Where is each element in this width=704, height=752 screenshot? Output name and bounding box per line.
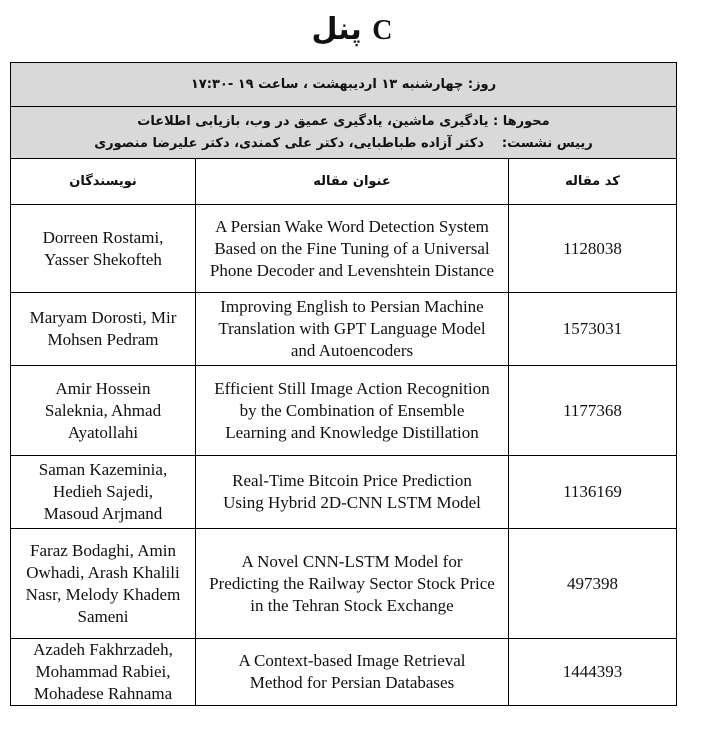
authors-cell: Dorreen Rostami, Yasser Shekofteh [11, 205, 196, 293]
code-cell: 1136169 [509, 456, 677, 529]
table-row [11, 366, 677, 456]
title-cell: A Context-based Image Retrieval Method for Persian Databases [196, 639, 509, 706]
panel-title-letter: C [372, 15, 393, 46]
authors-cell: Faraz Bodaghi, Amin Owhadi, Arash Khalili Nasr, Melody Khadem Sameni [11, 529, 196, 639]
authors-cell: Amir Hossein Saleknia, Ahmad Ayatollahi [11, 366, 196, 456]
session-day-time: روز: چهارشنبه ۱۳ اردیبهشت ، ساعت ۱۹ -۱۷:۳۰ [11, 63, 677, 107]
chair-names: دکتر آزاده طباطبایی، دکتر علی کمندی، دکتر علیرضا منصوری [94, 135, 484, 151]
code-cell: 1573031 [509, 293, 677, 366]
title-cell: Efficient Still Image Action Recognition by the Combination of Ensemble Learning and Knowledge Distillation [196, 366, 509, 456]
session-info [11, 107, 677, 159]
column-header-code: کد مقاله [509, 159, 677, 205]
session-info-row [11, 107, 677, 159]
panel-title-text: پنل [311, 12, 362, 47]
table-row [11, 456, 677, 529]
session-topics: محورها : یادگیری ماشین، یادگیری عمیق در وب، بازیابی اطلاعات [137, 113, 550, 129]
column-header-authors: نویسندگان [11, 159, 196, 205]
session-day-row [11, 63, 677, 107]
table-row [11, 293, 677, 366]
authors-cell: Azadeh Fakhrzadeh, Mohammad Rabiei, Mohadese Rahnama [11, 639, 196, 706]
title-cell: Improving English to Persian Machine Translation with GPT Language Model and Autoencoders [196, 293, 509, 366]
code-cell: 1177368 [509, 366, 677, 456]
chair-label: رییس نشست: [501, 135, 593, 151]
session-chairs-line [11, 133, 676, 155]
code-cell: 497398 [509, 529, 677, 639]
title-cell: Real-Time Bitcoin Price Prediction Using Hybrid 2D-CNN LSTM Model [196, 456, 509, 529]
column-header-row [11, 159, 677, 205]
table-row [11, 205, 677, 293]
code-cell: 1444393 [509, 639, 677, 706]
table-row [11, 529, 677, 639]
title-cell: A Persian Wake Word Detection System Based on the Fine Tuning of a Universal Phone Decoder and Levenshtein Distance [196, 205, 509, 293]
session-table [10, 62, 677, 706]
authors-cell: Saman Kazeminia, Hedieh Sajedi, Masoud Arjmand [11, 456, 196, 529]
panel-title [0, 8, 704, 53]
column-header-title: عنوان مقاله [196, 159, 509, 205]
code-cell: 1128038 [509, 205, 677, 293]
title-cell: A Novel CNN-LSTM Model for Predicting the Railway Sector Stock Price in the Tehran Stock Exchange [196, 529, 509, 639]
table-row [11, 639, 677, 706]
authors-cell: Maryam Dorosti, Mir Mohsen Pedram [11, 293, 196, 366]
